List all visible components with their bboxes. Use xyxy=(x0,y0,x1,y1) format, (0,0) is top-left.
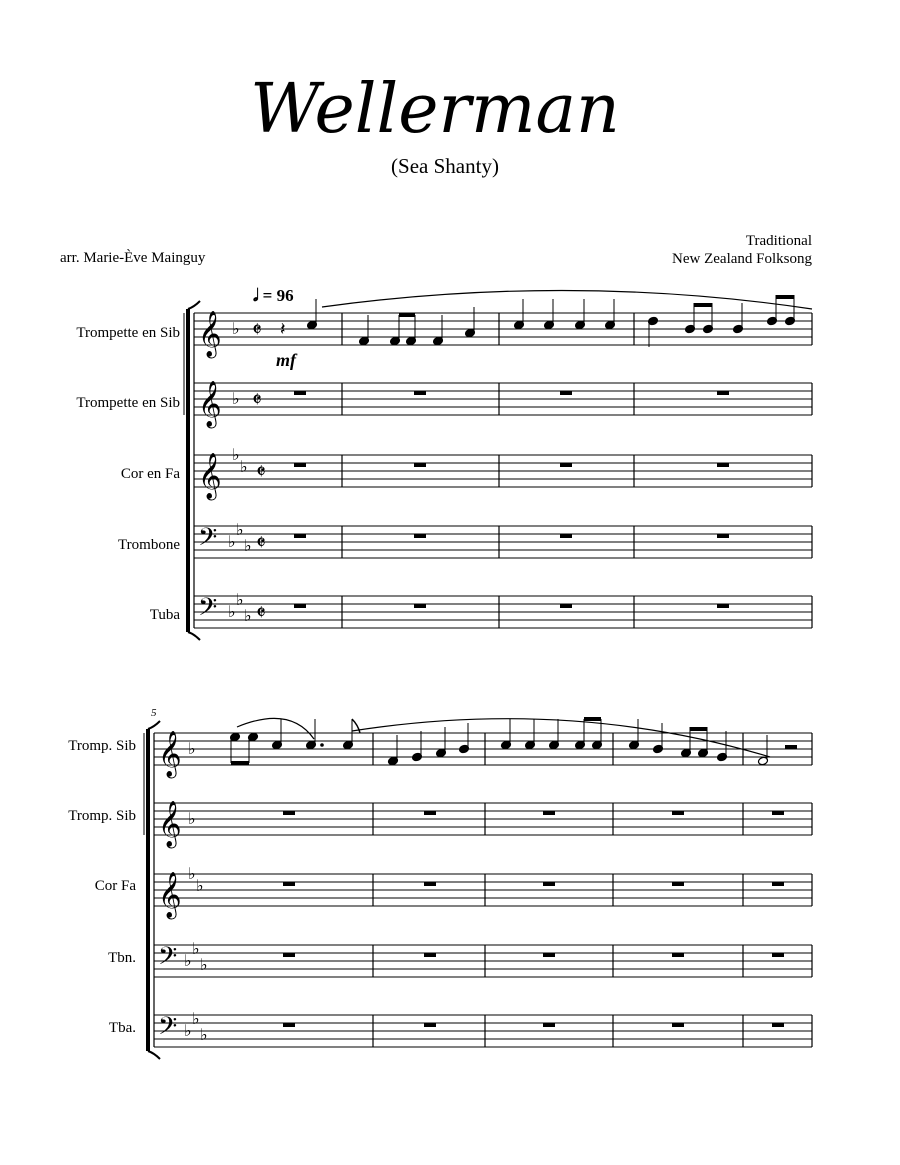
whole-rest xyxy=(543,811,555,815)
flat-accidental: ♭ xyxy=(232,445,240,464)
flat-accidental: ♭ xyxy=(236,590,244,609)
bass-clef: 𝄢 xyxy=(158,942,178,977)
instrument-label: Cor Fa xyxy=(94,878,136,894)
whole-rest xyxy=(424,811,436,815)
flat-accidental: ♭ xyxy=(232,389,240,408)
measure-number: 5 xyxy=(151,707,157,719)
whole-rest xyxy=(283,882,295,886)
flat-accidental: ♭ xyxy=(196,876,204,895)
instrument-label: Trombone xyxy=(118,537,180,553)
whole-rest xyxy=(672,1023,684,1027)
whole-rest xyxy=(283,1023,295,1027)
score-title: Wellerman xyxy=(250,70,620,149)
whole-rest xyxy=(717,391,729,395)
tempo-marking: 𝅗𝅥 = 96 xyxy=(253,286,294,305)
flat-accidental: ♭ xyxy=(200,955,208,974)
whole-rest xyxy=(414,391,426,395)
treble-clef: 𝄞 xyxy=(158,801,182,847)
flat-accidental: ♭ xyxy=(192,939,200,958)
flat-accidental: ♭ xyxy=(192,1009,200,1028)
whole-rest xyxy=(717,534,729,538)
instrument-label: Tuba xyxy=(149,607,180,623)
bass-clef: 𝄢 xyxy=(158,1012,178,1047)
flat-accidental: ♭ xyxy=(236,520,244,539)
instrument-label: Tba. xyxy=(108,1020,136,1036)
cut-time-signature: 𝄵 xyxy=(252,388,262,413)
instrument-label: Trompette en Sib xyxy=(76,325,180,341)
whole-rest xyxy=(294,534,306,538)
flat-accidental: ♭ xyxy=(184,951,192,970)
dot xyxy=(320,743,324,747)
whole-rest xyxy=(772,811,784,815)
instrument-label: Tromp. Sib xyxy=(68,808,136,824)
whole-rest xyxy=(294,391,306,395)
cut-time-signature: 𝄵 xyxy=(252,318,262,343)
flat-accidental: ♭ xyxy=(228,532,236,551)
whole-rest xyxy=(560,463,572,467)
arranger: arr. Marie-Ève Mainguy xyxy=(60,250,206,266)
whole-rest xyxy=(414,534,426,538)
whole-rest xyxy=(672,811,684,815)
treble-clef: 𝄞 xyxy=(158,731,182,777)
cut-time-signature: 𝄵 xyxy=(256,601,266,626)
whole-rest xyxy=(424,953,436,957)
whole-rest xyxy=(672,882,684,886)
whole-rest xyxy=(717,604,729,608)
treble-clef: 𝄞 xyxy=(198,381,222,427)
flat-accidental: ♭ xyxy=(184,1021,192,1040)
half-rest xyxy=(785,745,797,749)
whole-rest xyxy=(283,953,295,957)
flat-accidental: ♭ xyxy=(232,319,240,338)
flat-accidental: ♭ xyxy=(240,457,248,476)
whole-rest xyxy=(560,391,572,395)
quarter-rest: 𝄽 xyxy=(280,319,286,340)
flat-accidental: ♭ xyxy=(188,739,196,758)
instrument-label: Tbn. xyxy=(108,950,136,966)
flat-accidental: ♭ xyxy=(188,809,196,828)
flat-accidental: ♭ xyxy=(244,606,252,625)
whole-rest xyxy=(560,604,572,608)
whole-rest xyxy=(294,463,306,467)
bass-clef: 𝄢 xyxy=(198,523,218,558)
whole-rest xyxy=(772,1023,784,1027)
whole-rest xyxy=(560,534,572,538)
whole-rest xyxy=(424,1023,436,1027)
flat-accidental: ♭ xyxy=(200,1025,208,1044)
whole-rest xyxy=(772,953,784,957)
cut-time-signature: 𝄵 xyxy=(256,460,266,485)
treble-clef: 𝄞 xyxy=(158,872,182,918)
composer-line-1: Traditional xyxy=(745,233,812,249)
score-subtitle: (Sea Shanty) xyxy=(391,154,499,178)
instrument-label: Tromp. Sib xyxy=(68,738,136,754)
cut-time-signature: 𝄵 xyxy=(256,531,266,556)
whole-rest xyxy=(294,604,306,608)
composer-line-2: New Zealand Folksong xyxy=(672,251,812,267)
whole-rest xyxy=(424,882,436,886)
flat-accidental: ♭ xyxy=(188,864,196,883)
whole-rest xyxy=(543,1023,555,1027)
whole-rest xyxy=(672,953,684,957)
whole-rest xyxy=(543,953,555,957)
bracket-hook xyxy=(188,632,200,640)
treble-clef: 𝄞 xyxy=(198,453,222,499)
instrument-label: Trompette en Sib xyxy=(76,395,180,411)
dynamic-marking: mf xyxy=(276,350,296,370)
slur xyxy=(322,290,812,309)
whole-rest xyxy=(414,604,426,608)
whole-rest xyxy=(414,463,426,467)
whole-rest xyxy=(283,811,295,815)
bracket-hook xyxy=(188,301,200,309)
bracket-hook xyxy=(148,1051,160,1059)
treble-clef: 𝄞 xyxy=(198,311,222,357)
instrument-label: Cor en Fa xyxy=(120,466,180,482)
bass-clef: 𝄢 xyxy=(198,593,218,628)
whole-rest xyxy=(772,882,784,886)
flat-accidental: ♭ xyxy=(244,536,252,555)
whole-rest xyxy=(543,882,555,886)
flat-accidental: ♭ xyxy=(228,602,236,621)
bracket-hook xyxy=(148,721,160,729)
whole-rest xyxy=(717,463,729,467)
